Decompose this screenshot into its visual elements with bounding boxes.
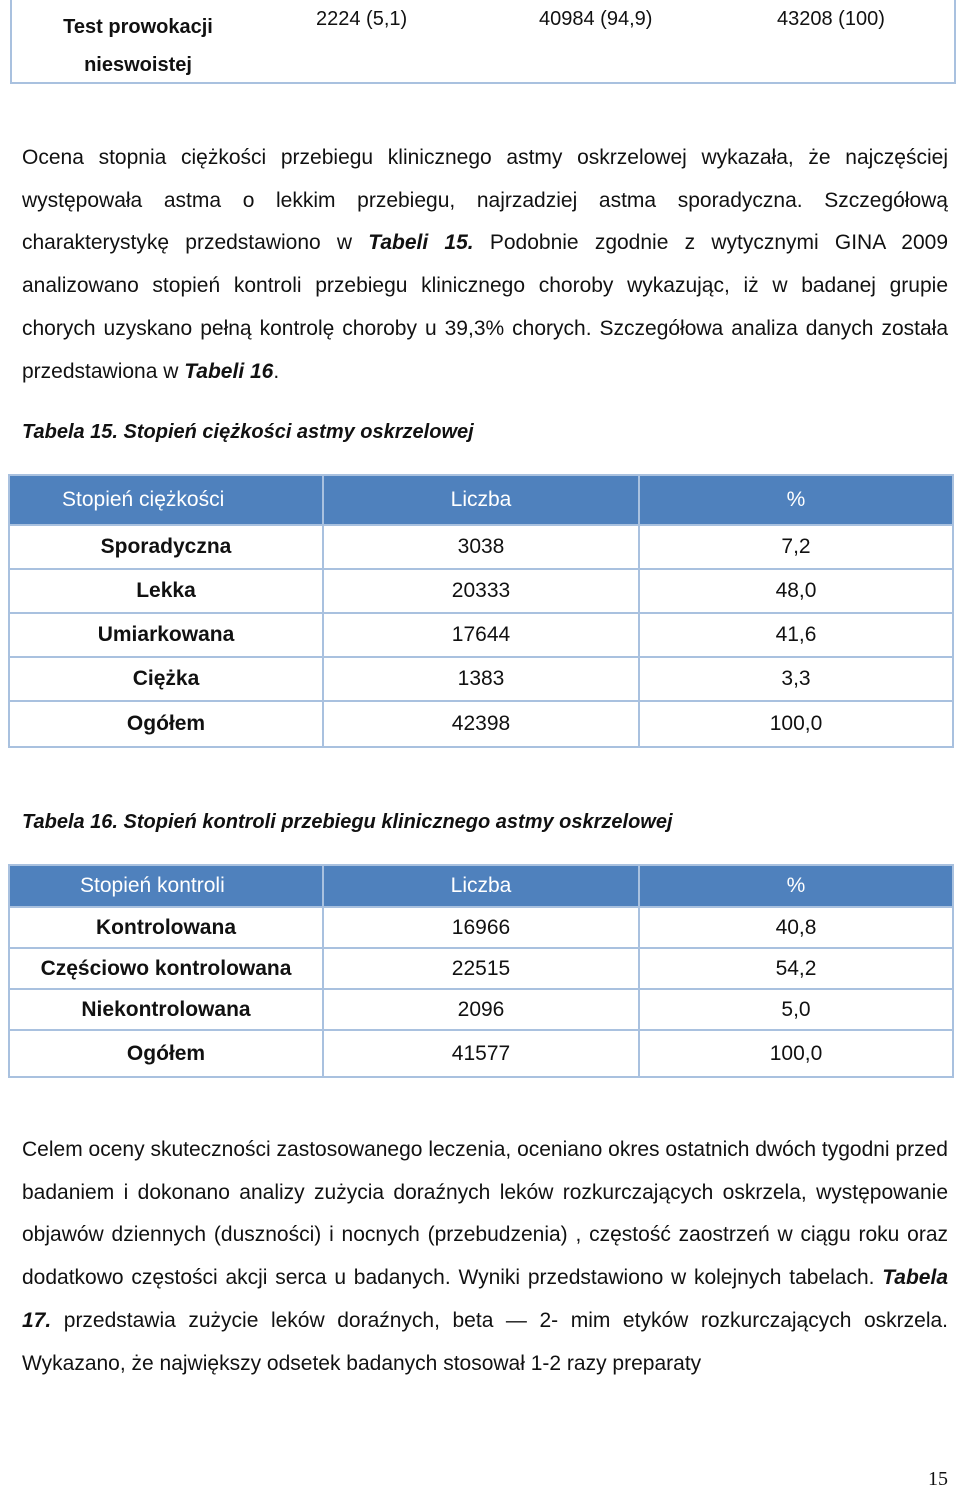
- paragraph-2-text-b: przedstawia zużycie leków doraźnych, beta — 2- mim etyków rozkurczających oskrzela. Wykazano, że największy odsetek badanych stosował 1-2 razy preparaty: [22, 1308, 948, 1375]
- table-16-header-row: [9, 865, 953, 907]
- table-15-caption-number: Tabela 15.: [22, 421, 118, 443]
- table-row: [9, 525, 953, 569]
- table-15-row-count: 1383: [323, 657, 639, 701]
- table-16-row-count: 41577: [323, 1030, 639, 1077]
- table-15-row-label: Sporadyczna: [9, 525, 323, 569]
- table-15-row-percent: 3,3: [639, 657, 953, 701]
- top-table-label: Test prowokacji nieswoistej: [63, 16, 213, 76]
- table-15-row-count: 3038: [323, 525, 639, 569]
- table-16-row-label: Częściowo kontrolowana: [9, 948, 323, 989]
- paragraph-1-text-c: .: [273, 359, 280, 383]
- table-16-row-percent: 40,8: [639, 907, 953, 948]
- table-16-caption-number: Tabela 16.: [22, 811, 118, 833]
- table-15-row-count: 20333: [323, 569, 639, 613]
- table-row: [9, 907, 953, 948]
- table-16-row-label: Niekontrolowana: [9, 989, 323, 1030]
- table-16-row-label: Kontrolowana: [9, 907, 323, 948]
- table-16-row-count: 16966: [323, 907, 639, 948]
- table-16-header-control: Stopień kontroli: [9, 865, 323, 907]
- paragraph-1-text-a: Ocena stopnia ciężkości przebiegu klinicznego astmy oskrzelowej wykazała, że najczęściej występowała astma o lekkim przebiegu, najrzadziej astma sporadyczna. Szczegółową charakterystykę przedstawiono w: [22, 146, 948, 255]
- paragraph-1-text-b: Podobnie zgodnie z wytycznymi GINA 2009 analizowano stopień kontroli przebiegu klinicznego choroby wykazując, iż w badanej grupie chorych uzyskano pełną kontrolę choroby u 39,3% chorych. Szczegółowa analiza danych została przedstawiona w: [22, 231, 948, 383]
- table-16-row-label: Ogółem: [9, 1030, 323, 1077]
- table-15-row-label: Ciężka: [9, 657, 323, 701]
- table-15-row-percent: 41,6: [639, 613, 953, 657]
- table-15-row-percent: 7,2: [639, 525, 953, 569]
- table-15-header-count: Liczba: [323, 475, 639, 525]
- page-number: 15: [928, 1468, 948, 1490]
- paragraph-1-ref-tabeli-16: Tabeli 16: [184, 359, 274, 383]
- table-16: [8, 864, 954, 1078]
- table-15: [8, 474, 954, 748]
- table-15-caption-title: Stopień ciężkości astmy oskrzelowej: [123, 421, 474, 443]
- top-table-col1: 2224 (5,1): [316, 8, 408, 30]
- table-15-row-percent: 48,0: [639, 569, 953, 613]
- paragraph-2-ref-tabela-17: Tabela 17.: [22, 1266, 948, 1332]
- table-row: [9, 948, 953, 989]
- table-16-caption: [22, 811, 673, 834]
- table-row: [9, 569, 953, 613]
- table-16-row-percent: 100,0: [639, 1030, 953, 1077]
- table-row-total: [9, 1030, 953, 1077]
- table-15-header-row: [9, 475, 953, 525]
- table-15-row-count: 17644: [323, 613, 639, 657]
- table-15-caption: [22, 421, 474, 444]
- top-table-col3: 43208 (100): [777, 8, 885, 30]
- table-16-row-count: 2096: [323, 989, 639, 1030]
- table-row-total: [9, 701, 953, 747]
- table-15-row-label: Lekka: [9, 569, 323, 613]
- table-16-row-percent: 5,0: [639, 989, 953, 1030]
- top-table-col2: 40984 (94,9): [539, 8, 653, 30]
- table-row: [9, 613, 953, 657]
- table-16-caption-title: Stopień kontroli przebiegu klinicznego astmy oskrzelowej: [123, 811, 673, 833]
- table-row: [9, 989, 953, 1030]
- table-row: [9, 657, 953, 701]
- paragraph-2-text-a: Celem oceny skuteczności zastosowanego leczenia, oceniano okres ostatnich dwóch tygodni przed badaniem i dokonano analizy zużycia doraźnych leków rozkurczających oskrzela, występowanie objawów dziennych (duszności) i nocnych (przebudzenia) , częstość zaostrzeń w ciągu roku oraz dodatkowo częstości akcji serca u badanych. Wyniki przedstawiono w kolejnych tabelach.: [22, 1138, 948, 1290]
- table-16-row-percent: 54,2: [639, 948, 953, 989]
- table-15-row-label: Umiarkowana: [9, 613, 323, 657]
- table-16-header-count: Liczba: [323, 865, 639, 907]
- top-table-fragment: [10, 0, 956, 84]
- table-15-header-percent: %: [639, 475, 953, 525]
- table-15-row-count: 42398: [323, 701, 639, 747]
- table-15-row-percent: 100,0: [639, 701, 953, 747]
- table-16-header-percent: %: [639, 865, 953, 907]
- table-15-header-severity: Stopień ciężkości: [9, 475, 323, 525]
- paragraph-1-ref-tabeli-15: Tabeli 15.: [368, 231, 474, 255]
- table-15-row-label: Ogółem: [9, 701, 323, 747]
- paragraph-2: [22, 1129, 948, 1385]
- table-16-row-count: 22515: [323, 948, 639, 989]
- paragraph-1: [22, 137, 948, 393]
